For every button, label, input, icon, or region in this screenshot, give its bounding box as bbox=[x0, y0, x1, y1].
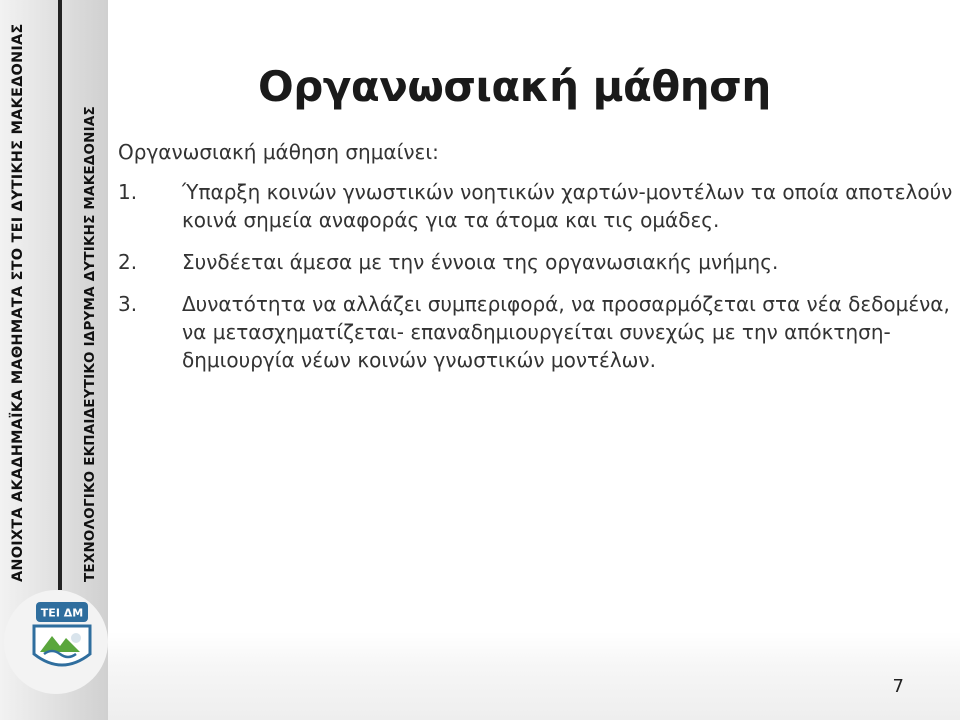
list-item bbox=[118, 290, 954, 374]
list-item-number: 2. bbox=[118, 250, 138, 274]
list-item bbox=[118, 248, 954, 276]
numbered-list bbox=[118, 178, 954, 388]
logo-text: ΤΕΙ ΔΜ bbox=[40, 606, 84, 620]
footer-bar bbox=[108, 632, 960, 720]
tei-dm-logo-icon bbox=[30, 600, 94, 676]
list-item-number: 1. bbox=[118, 180, 138, 204]
list-item-number: 3. bbox=[118, 292, 138, 316]
sidebar-vertical-title: ΑΝΟΙΧΤΑ ΑΚΑΔΗΜΑΪΚΑ ΜΑΘΗΜΑΤΑ ΣΤΟ ΤΕΙ ΔΥΤΙΚΗΣ ΜΑΚΕΔΟΝΙΑΣ bbox=[10, 23, 26, 582]
slide-title: Οργανωσιακή μάθηση bbox=[258, 62, 771, 111]
list-item bbox=[118, 178, 954, 234]
sidebar-vertical-subtitle: ΤΕΧΝΟΛΟΓΙΚΟ ΕΚΠΑΙΔΕΥΤΙΚΟ ΙΔΡΥΜΑ ΔΥΤΙΚΗΣ ΜΑΚΕΔΟΝΙΑΣ bbox=[82, 106, 98, 582]
list-item-text: Συνδέεται άμεσα με την έννοια της οργανωσιακής μνήμης. bbox=[182, 250, 779, 274]
sidebar-divider-line bbox=[58, 0, 62, 590]
slide-intro: Οργανωσιακή μάθηση σημαίνει: bbox=[118, 140, 439, 164]
page-number: 7 bbox=[892, 676, 904, 697]
list-item-text: Ύπαρξη κοινών γνωστικών νοητικών χαρτών-μοντέλων τα οποία αποτελούν κοινά σημεία αναφοράς για τα άτομα και τις ομάδες. bbox=[182, 180, 953, 232]
list-item-text: Δυνατότητα να αλλάζει συμπεριφορά, να προσαρμόζεται στα νέα δεδομένα, να μετασχηματίζεται- επαναδημιουργείται συνεχώς με την απόκτηση-δημιουργία νέων κοινών γνωστικών μοντέλων. bbox=[182, 292, 950, 372]
